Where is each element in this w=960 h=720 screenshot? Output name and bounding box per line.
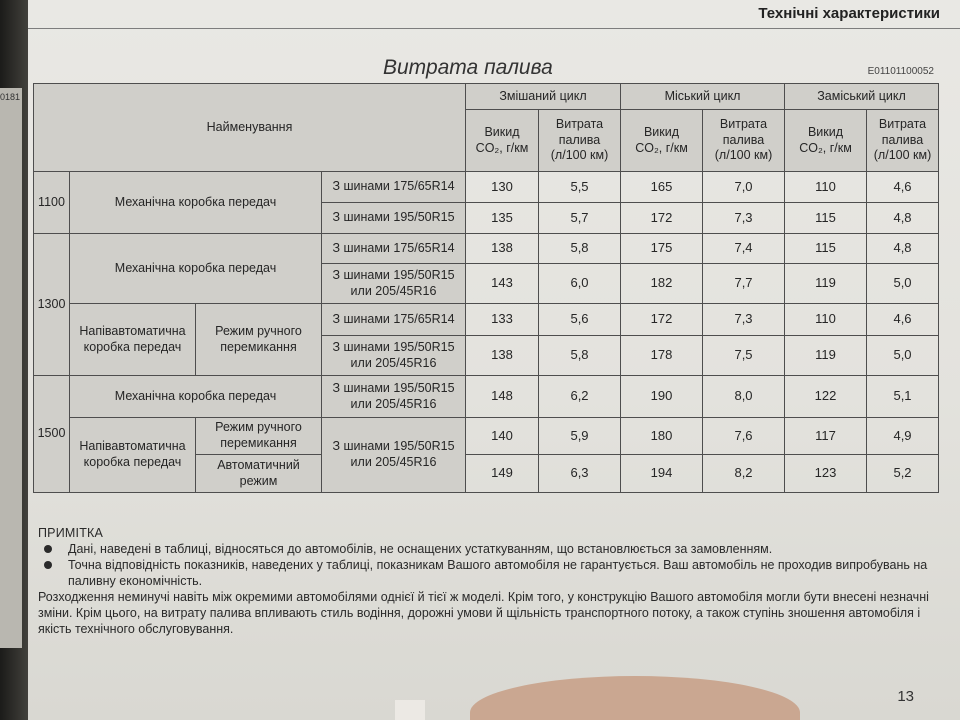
- value-cell: 7,0: [703, 172, 785, 203]
- value-cell: 172: [621, 304, 703, 336]
- value-cell: 5,0: [867, 336, 939, 376]
- note-title: ПРИМІТКА: [38, 526, 104, 540]
- tyre-cell: З шинами 195/50R15 или 205/45R16: [322, 376, 466, 418]
- value-cell: 5,6: [539, 304, 621, 336]
- doc-code: E01101100052: [867, 66, 934, 77]
- value-cell: 5,9: [539, 418, 621, 455]
- value-cell: 123: [785, 455, 867, 493]
- value-cell: 7,6: [703, 418, 785, 455]
- value-cell: 8,0: [703, 376, 785, 418]
- value-cell: 110: [785, 304, 867, 336]
- header-fuel: Витрата палива (л/100 км): [539, 110, 621, 172]
- previous-page-edge: [0, 88, 22, 648]
- value-cell: 7,3: [703, 304, 785, 336]
- value-cell: 5,8: [539, 234, 621, 264]
- value-cell: 143: [466, 264, 539, 304]
- mode-cell: Автоматичний режим: [196, 455, 322, 493]
- value-cell: 6,0: [539, 264, 621, 304]
- value-cell: 6,2: [539, 376, 621, 418]
- value-cell: 178: [621, 336, 703, 376]
- value-cell: 5,2: [867, 455, 939, 493]
- header-co2: Викид CO₂, г/км: [466, 110, 539, 172]
- fuel-consumption-table: [33, 83, 939, 493]
- value-cell: 180: [621, 418, 703, 455]
- note-bullet-text: Точна відповідність показників, наведених у таблиці, показникам Вашого автомобіля не гарантується. Ваш автомобіль не проходив випробувань на паливну економічність.: [68, 558, 928, 588]
- header-co2: Викид CO₂, г/км: [785, 110, 867, 172]
- value-cell: 140: [466, 418, 539, 455]
- value-cell: 4,8: [867, 234, 939, 264]
- header-fuel: Витрата палива (л/100 км): [703, 110, 785, 172]
- value-cell: 4,6: [867, 172, 939, 203]
- value-cell: 119: [785, 336, 867, 376]
- header-fuel: Витрата палива (л/100 км): [867, 110, 939, 172]
- value-cell: 110: [785, 172, 867, 203]
- value-cell: 4,8: [867, 203, 939, 234]
- tyre-cell: З шинами 175/65R14: [322, 234, 466, 264]
- transmission-cell: Напівавтоматична коробка передач: [70, 418, 196, 493]
- value-cell: 182: [621, 264, 703, 304]
- header-rule: [28, 28, 960, 29]
- tyre-cell: З шинами 195/50R15 или 205/45R16: [322, 336, 466, 376]
- value-cell: 5,8: [539, 336, 621, 376]
- table-row: [34, 376, 939, 418]
- value-cell: 8,2: [703, 455, 785, 493]
- value-cell: 5,1: [867, 376, 939, 418]
- value-cell: 7,4: [703, 234, 785, 264]
- value-cell: 138: [466, 234, 539, 264]
- value-cell: 148: [466, 376, 539, 418]
- value-cell: 135: [466, 203, 539, 234]
- previous-page-code: 0181: [0, 92, 21, 102]
- engine-cell: 1300: [34, 234, 70, 376]
- header-name: Найменування: [34, 84, 466, 172]
- value-cell: 6,3: [539, 455, 621, 493]
- note-bullet: [38, 541, 938, 557]
- tyre-cell: З шинами 195/50R15 или 205/45R16: [322, 264, 466, 304]
- engine-cell: 1500: [34, 376, 70, 493]
- page-number: 13: [897, 688, 914, 705]
- header-urban-cycle: Міський цикл: [621, 84, 785, 110]
- note-bullet-text: Дані, наведені в таблиці, відносяться до автомобілів, не оснащених устаткуванням, що встановлюється за замовленням.: [68, 542, 773, 556]
- value-cell: 133: [466, 304, 539, 336]
- transmission-cell: Напівавтоматична коробка передач: [70, 304, 196, 376]
- engine-cell: 1100: [34, 172, 70, 234]
- header-extra-urban-cycle: Заміський цикл: [785, 84, 939, 110]
- value-cell: 122: [785, 376, 867, 418]
- tyre-cell: З шинами 175/65R14: [322, 172, 466, 203]
- value-cell: 4,9: [867, 418, 939, 455]
- table-row: [34, 234, 939, 264]
- bullet-icon: [44, 561, 52, 569]
- value-cell: 5,5: [539, 172, 621, 203]
- header-co2: Викид CO₂, г/км: [621, 110, 703, 172]
- table-row: [34, 304, 939, 336]
- transmission-cell: Механічна коробка передач: [70, 172, 322, 234]
- value-cell: 7,5: [703, 336, 785, 376]
- value-cell: 175: [621, 234, 703, 264]
- value-cell: 4,6: [867, 304, 939, 336]
- note-paragraph: Розходження неминучі навіть між окремими автомобілями однієї й тієї ж моделі. Крім того, у конструкцію Вашого автомобіля могли бути внесені незначні зміни. Крім цього, на витрату палива впливають стиль водіння, дорожні умови й щільність транспортного потоку, а також ступінь зношення автомобіля і якість технічного обслуговування.: [38, 590, 929, 636]
- tyre-cell: З шинами 175/65R14: [322, 304, 466, 336]
- tyre-cell: З шинами 195/50R15 или 205/45R16: [322, 418, 466, 493]
- value-cell: 149: [466, 455, 539, 493]
- value-cell: 194: [621, 455, 703, 493]
- transmission-cell: Механічна коробка передач: [70, 376, 322, 418]
- note-block: [38, 525, 938, 637]
- mode-cell: Режим ручного перемикання: [196, 418, 322, 455]
- manual-page: [28, 0, 960, 720]
- value-cell: 115: [785, 203, 867, 234]
- doc-title: Витрата палива: [383, 56, 553, 79]
- header-mixed-cycle: Змішаний цикл: [466, 84, 621, 110]
- value-cell: 119: [785, 264, 867, 304]
- value-cell: 165: [621, 172, 703, 203]
- value-cell: 117: [785, 418, 867, 455]
- table-row: [34, 418, 939, 455]
- table-row: [34, 172, 939, 203]
- tyre-cell: З шинами 195/50R15: [322, 203, 466, 234]
- mode-cell: Режим ручного перемикання: [196, 304, 322, 376]
- section-title: Технічні характеристики: [758, 5, 940, 22]
- value-cell: 130: [466, 172, 539, 203]
- value-cell: 138: [466, 336, 539, 376]
- page-corner: [395, 700, 425, 720]
- note-bullet: [38, 557, 938, 589]
- value-cell: 5,7: [539, 203, 621, 234]
- transmission-cell: Механічна коробка передач: [70, 234, 322, 304]
- value-cell: 5,0: [867, 264, 939, 304]
- value-cell: 190: [621, 376, 703, 418]
- value-cell: 7,3: [703, 203, 785, 234]
- value-cell: 7,7: [703, 264, 785, 304]
- value-cell: 115: [785, 234, 867, 264]
- value-cell: 172: [621, 203, 703, 234]
- bullet-icon: [44, 545, 52, 553]
